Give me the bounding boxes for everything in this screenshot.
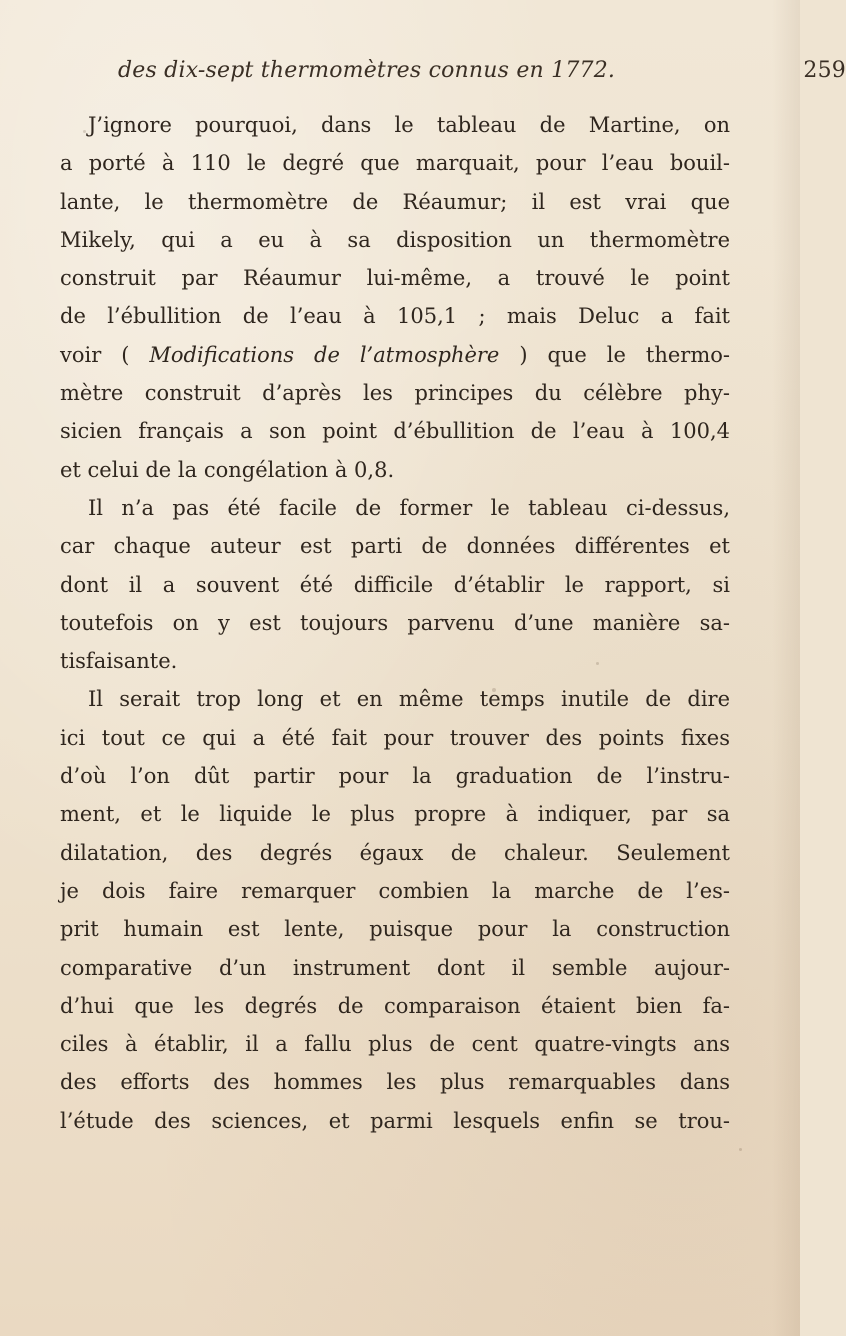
text-line: tisfaisante. [60,649,178,674]
text-line: sicien français a son point d’ébullition de l’eau à 100,4 [60,419,730,444]
body-text [60,106,730,1140]
text-line: ciles à établir, il a fallu plus de cent quatre-vingts ans [60,1032,730,1057]
page-number: 259 [803,58,846,83]
page-edge-shadow [772,0,800,1336]
book-title-citation: Modifications de l’atmosphère [149,342,500,367]
text-line: construit par Réaumur lui-même, a trouvé le point [60,266,730,291]
text-line: d’où l’on dût partir pour la graduation de l’instru- [60,764,730,789]
page-header [118,58,846,83]
running-title: des dix-sept thermomètres connus en 1772. [118,58,616,83]
text-line: a porté à 110 le degré que marquait, pour l’eau bouil- [60,151,730,176]
text-line: Il serait trop long et en même temps inutile de dire [88,687,730,712]
paragraph-2 [60,489,730,680]
text-fragment: voir ( [60,342,130,367]
paper-speck [739,1148,742,1151]
text-line: lante, le thermomètre de Réaumur; il est vrai que [60,189,730,214]
text-line-with-citation [60,336,730,374]
text-line: car chaque auteur est parti de données différentes et [60,534,730,559]
text-line: prit humain est lente, puisque pour la construction [60,917,730,942]
text-line: dont il a souvent été difficile d’établir le rapport, si [60,572,730,597]
text-line: l’étude des sciences, et parmi lesquels enfin se trou- [60,1108,730,1133]
text-line: J’ignore pourquoi, dans le tableau de Martine, on [88,113,730,137]
text-line: comparative d’un instrument dont il semble aujour- [60,955,730,980]
text-line: toutefois on y est toujours parvenu d’une manière sa- [60,610,730,635]
text-line: ici tout ce qui a été fait pour trouver des points fixes [60,725,730,750]
paragraph-1 [60,106,730,489]
text-line: Mikely, qui a eu à sa disposition un thermomètre [60,227,730,252]
text-line: mètre construit d’après les principes du célèbre phy- [60,381,730,406]
text-line: dilatation, des degrés égaux de chaleur. Seulement [60,840,730,865]
paragraph-3 [60,680,730,1140]
text-line: et celui de la congélation à 0,8. [60,457,395,482]
text-line: je dois faire remarquer combien la marche de l’es- [60,878,730,903]
text-line: Il n’a pas été facile de former le tableau ci-dessus, [88,495,730,520]
text-line: ment, et le liquide le plus propre à indiquer, par sa [60,802,730,827]
text-line: des efforts des hommes les plus remarquables dans [60,1070,730,1095]
text-line: d’hui que les degrés de comparaison étaient bien fa- [60,993,730,1018]
text-line: de l’ébullition de l’eau à 105,1 ; mais Deluc a fait [60,304,730,329]
text-fragment: ) que le thermo- [519,342,730,367]
